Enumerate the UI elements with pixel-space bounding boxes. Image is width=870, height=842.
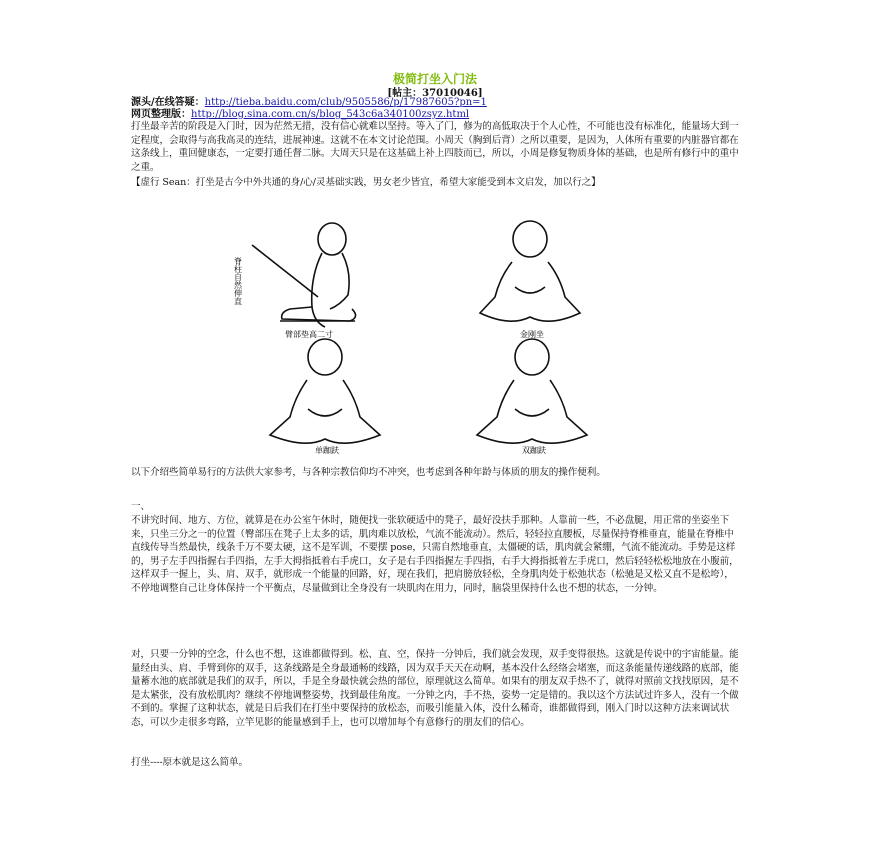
post-id: [帖主：37010046] [387,88,483,99]
paragraph-intro: 打坐最辛苦的阶段是入门时，因为茫然无措，没有信心就难以坚持。等入了门，修为的高低取决于个人心性，不可能也没有标准化，能量场大到一定程度，会取得与高我高灵的连结，进展神速。这就不在本文讨论范围。小周天（胸到后背）之所以重要，是因为，人体所有重要的内脏器官都在这条线上，重回健康态，一定要打通任督二脉。大周天只是在这基础上补上四肢而已，所以，小周是修复物质身体的基础，也是所有修行中的重中之重。 [131,121,739,173]
doc-title: 极简打坐入门法 [392,72,477,86]
source-line [131,97,487,109]
web-label: 网页整理版： [131,109,191,120]
pose2-label: 金刚坐 [520,330,544,339]
paragraph-closing: 打坐----原本就是这么简单。 [131,757,248,768]
spine-label: 脊柱自然伸直 [233,257,243,305]
paragraph-method-one: 不讲究时间、地方、方位，就算是在办公室午休时，随便找一张软硬适中的凳子，最好没扶手那种。人靠前一些，不必盘腿，用正常的坐姿坐下来，只坐三分之一的位置（臀部压在凳子上太多的话，肌肉难以放松，气流不能流动）。然后，轻轻拉直腰板，尽量保持脊椎垂直，能量在脊椎中直线传导当然最快，线条千万不要太硬，这不是军训，不要摆 pose，只需自然地垂直，太僵硬的话，肌肉就会紧绷，气流不能流动。手势是这样的，男子左手四指握右手四指，左手大拇指抵着右手虎口，女子是右手四指握左手四指，右手大拇指抵着左手虎口，然后轻轻松松地放在小腹前，这样双手一握上，头、肩、双手，就形成一个能量的回路，好，现在我们，把肩膀放轻松，全身肌肉处于松弛状态（松驰是又松又直不是松垮），不停地调整自己让身体保持一个平衡点，尽量做到让全身没有一块肌肉在用力，同时，脑袋里保持什么也不想的状态，一分钟。 [131,515,739,594]
meditation-figure [230,217,640,457]
source-label: 源头/在线答疑： [131,97,205,108]
paragraph-energy: 对，只要一分钟的空念，什么也不想，这谁都做得到。松、直、空，保持一分钟后，我们就会发现，双手变得很热。这就是传说中的宇宙能量。能量经由头、肩、手臂到你的双手，这条线路是全身最通畅的线路，因为双手天天在动啊，基本没什么经络会堵塞，而这条能量传递线路的底部，能量蓄水池的底部就是我们的双手，所以，手是全身最快就会热的部位，原理就这么简单。如果有的朋友双手热不了，就得对照前文找找原因，是不是太紧张，没有放松肌肉？继续不停地调整姿势，找到最佳角度。一分钟之内，手不热，姿势一定是错的。我以这个方法试过许多人，没有一个做不到的。掌握了这种状态，就是日后我们在打坐中要保持的放松态，而吸引能量入体，没什么稀奇，谁都做得到，刚入门时以这种方法来调试状态，可以少走很多弯路，立竿见影的能量感到手上，也可以增加每个有意修行的朋友们的信心。 [131,649,739,728]
paragraph-note: 【虚行 Sean：打坐是古今中外共通的身/心/灵基础实践，男女老少皆宜，希望大家能受到本文启发，加以行之】 [131,177,601,188]
pose4-label: 双跏趺 [522,446,546,455]
web-link[interactable]: http://blog.sina.com.cn/s/blog_543c6a340100zsyz.html [191,109,470,120]
paragraph-methods: 以下介绍些简单易行的方法供大家参考，与各种宗教信仰均不冲突，也考虑到各种年龄与体质的朋友的操作便利。 [131,467,606,478]
pose3-label: 单跏趺 [315,446,339,455]
heading-one: 一、 [131,501,150,512]
meditation-postures-illustration [230,217,640,457]
source-link[interactable]: http://tieba.baidu.com/club/9505586/p/17987605?pn=1 [204,97,487,108]
distance-label: 臂部垫高二寸 [285,330,333,339]
